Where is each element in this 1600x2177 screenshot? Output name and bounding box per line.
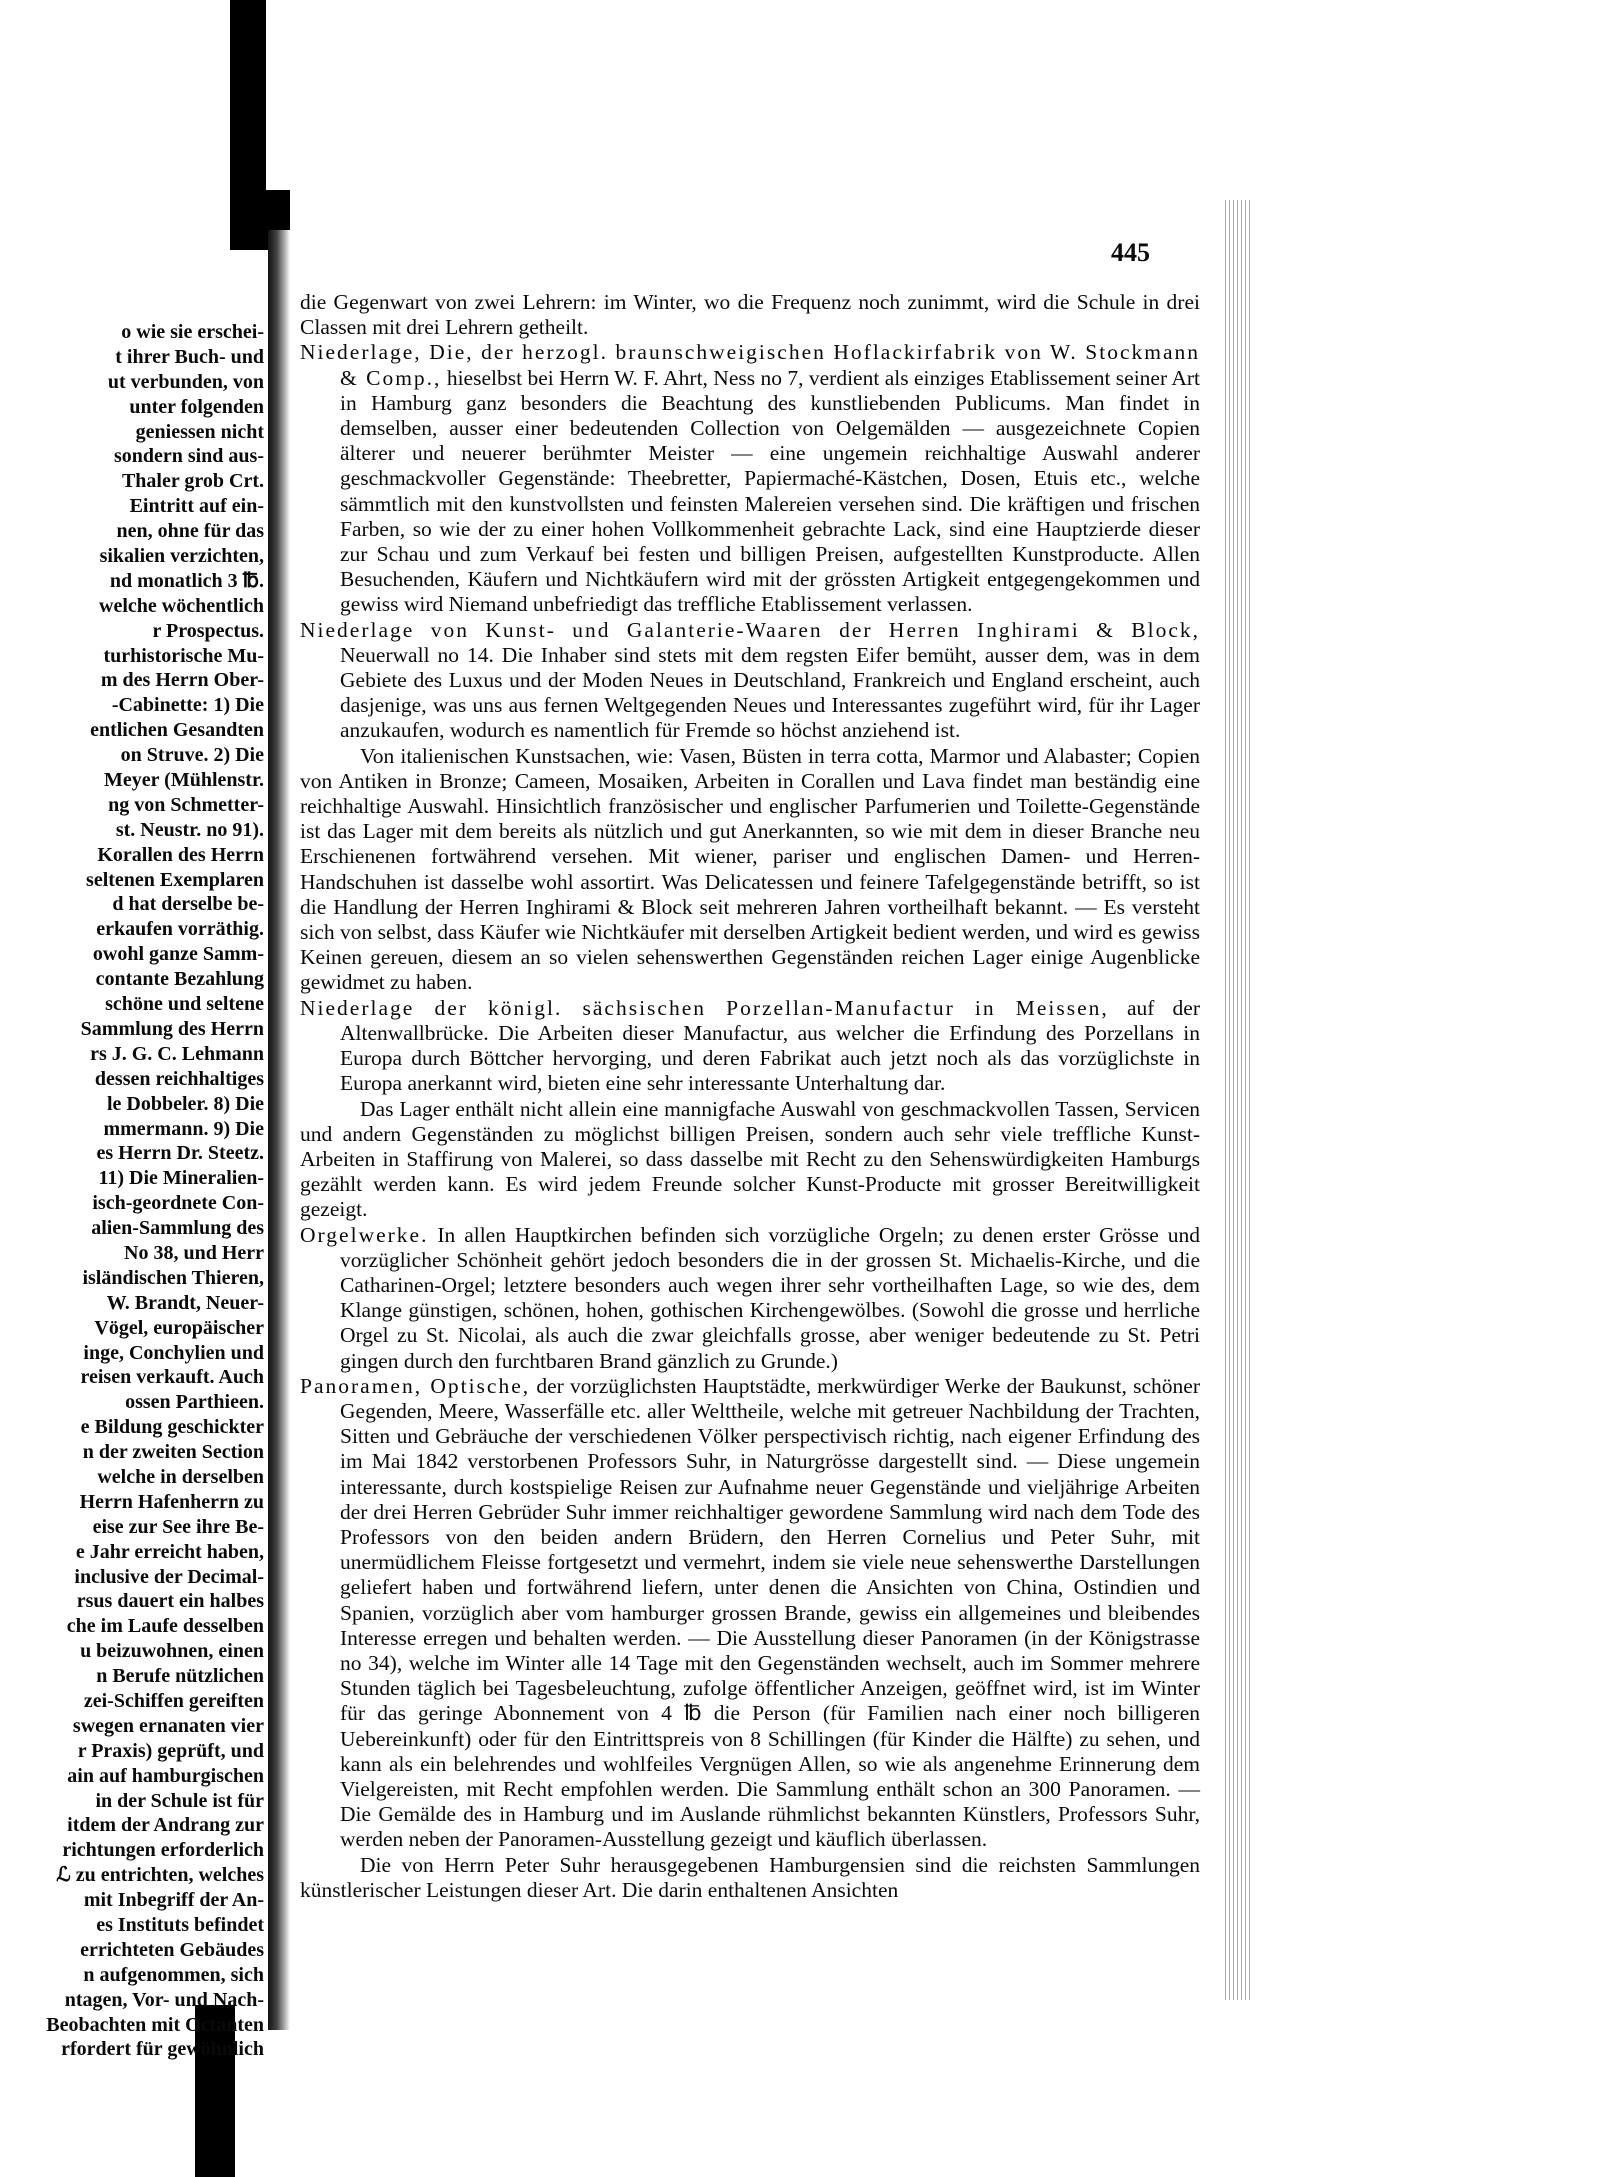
left-text-line: unter folgenden <box>129 395 264 418</box>
directory-entry <box>300 340 1200 617</box>
left-text-line: Herrn Hafenherrn zu <box>79 1490 264 1513</box>
left-text-line: in der Schule ist für <box>95 1789 264 1812</box>
left-text-line: ut verbunden, von <box>107 370 264 393</box>
body-paragraph: Die von Herrn Peter Suhr herausgegebenen Hamburgensien sind die reichsten Sammlungen künstlerischer Leistungen dieser Art. Die darin enthaltenen Ansichten <box>300 1852 1200 1902</box>
left-text-line: Beobachten mit Octanten <box>46 2013 264 2036</box>
left-text-line: isländischen Thieren, <box>82 1266 264 1289</box>
entry-text: auf der Altenwallbrücke. Die Arbeiten dieser Manufactur, aus welcher die Erfindung des Porzellans in Europa durch Böttcher hervorging, und deren Fabrikat auch jetzt noch als das vorzüglichste in Europa anerkannt wird, bieten eine sehr interessante Unterhaltung dar. <box>340 995 1200 1096</box>
entry-text: In allen Hauptkirchen befinden sich vorzügliche Orgeln; zu denen erster Grösse und vorzüglicher Schönheit gehört jedoch besonders die in der grossen St. Michaelis-Kirche, und die Catharinen-Orgel; letztere besonders auch wegen ihrer sehr vortheilhaften Lage, so wie des, dem Klange günstigen, schönen, hohen, gothischen Kirchengewölbes. (Sowohl die grosse und herrliche Orgel zu St. Nicolai, als auch die zwar gleichfalls grosse, aber weniger bedeutende zu St. Petri gingen durch den furchtbaren Brand gänzlich zu Grunde.) <box>340 1222 1200 1373</box>
directory-entry <box>300 1374 1200 1853</box>
left-text-line: le Dobbeler. 8) Die <box>106 1092 264 1115</box>
left-text-line: seltenen Exemplaren <box>86 868 264 891</box>
left-text-line: contante Bezahlung <box>95 968 264 991</box>
left-text-line: mit Inbegriff der An- <box>83 1889 264 1912</box>
left-text-line: e Jahr erreicht haben, <box>75 1540 264 1563</box>
left-text-line: n Berufe nützlichen <box>96 1665 264 1688</box>
left-text-line: rsus dauert ein halbes <box>76 1590 264 1613</box>
left-text-line: turhistorische Mu- <box>103 644 264 667</box>
left-text-line: ng von Schmetter- <box>108 793 264 816</box>
entry-text: Neuerwall no 14. Die Inhaber sind stets mit dem regsten Eifer bemüht, ausser dem, was in dem Gebiete des Luxus und der Moden Neues in Deutschland, Frankreich und England erscheint, auch dasjenige, was uns aus fernen Weltgegenden Neues und Interessantes zugeführt wird, für ihr Lager anzukaufen, wodurch es namentlich für Fremde so höchst anziehend ist. <box>340 642 1200 743</box>
left-text-line: ossen Parthieen. <box>125 1391 264 1414</box>
left-text-line: Sammlung des Herrn <box>80 1017 264 1040</box>
background-white <box>266 0 1600 190</box>
left-text-line: ain auf hamburgischen <box>67 1764 264 1787</box>
left-text-line: swegen ernanaten vier <box>72 1714 264 1737</box>
left-text-line: rs J. G. C. Lehmann <box>90 1042 264 1065</box>
left-text-line: reisen verkauft. Auch <box>80 1366 264 1389</box>
body-paragraph: Von italienischen Kunstsachen, wie: Vasen, Büsten in terra cotta, Marmor und Alabaster; Copien von Antiken in Bronze; Cameen, Mosaiken, Arbeiten in Corallen und Lava findet man beständig eine reichhaltige Auswahl. Hinsichtlich französischer und englischer Parfumerien und Toilette-Gegenstände ist das Lager mit dem bereits als nützlich und gut Anerkannten, so wie mit dem in dieser Branche neu Erschienenen fortwährend versehen. Mit wiener, pariser und englischen Damen- und Herren-Handschuhen ist dasselbe wohl assortirt. Was Delicatessen und feinere Tafelgegenstände betrifft, so ist die Handlung der Herren Inghirami & Block seit mehreren Jahren vortheilhaft bekannt. — Es versteht sich von selbst, dass Käufer wie Nichtkäufer mit derselben Artigkeit bedient werden, und wird es gewiss Keinen gereuen, diesem an so vielen sehenswerthen Gegenständen reichen Lager einige Augenblicke gewidmet zu haben. <box>300 743 1200 995</box>
left-text-line: che im Laufe desselben <box>66 1615 264 1638</box>
entry-keyword: Niederlage, Die, der herzogl. braunschweigischen Hoflackirfabrik von W. Stockmann & Comp., <box>300 340 1200 390</box>
left-text-line: Meyer (Mühlenstr. <box>104 769 264 792</box>
book-gutter <box>268 230 290 2030</box>
entry-text: der vorzüglichsten Hauptstädte, merkwürdiger Werke der Baukunst, schöner Gegenden, Meere, Wasserfälle etc. aller Welttheile, welche mit getreuer Nachbildung der Trachten, Sitten und Gebräuche der verschiedenen Völker perspectivisch richtig, nach eigener Erfindung des im Mai 1842 verstorbenen Professors Suhr, in Naturgrösse dargestellt sind. — Diese ungemein interessante, durch kostspielige Reisen zur Aufnahme neuer Gegenstände und vieljährige Arbeiten der drei Herren Gebrüder Suhr immer reichhaltiger gewordene Sammlung wird nach dem Tode des Professors von den beiden andern Brüdern, den Herren Cornelius und Peter Suhr, mit unermüdlichem Fleisse fortgesetzt und vermehrt, indem sie viele neue sehenswerthe Darstellungen geliefert haben und fortwährend liefern, unter denen die Ansichten von China, Ostindien und Spanien, vorzüglich aber vom hamburger grossen Brande, gewiss ein allgemeines und bleibendes Interesse erregen und behalten werden. — Die Ausstellung dieser Panoramen (in der Königstrasse no 34), welche im Winter alle 14 Tage mit den Gegenständen wechselt, auch im Sommer mehrere Stunden täglich bei Tagesbeleuchtung, zufolge öffentlicher Anzeigen, geöffnet wird, ist im Winter für das geringe Abonnement von 4 ℔ die Person (für Familien nach einer noch billigeren Uebereinkunft) oder für den Eintrittspreis von 8 Schillingen (für Kinder die Hälfte) zu sehen, und kann als ein belehrendes und wohlfeiles Vergnügen Allen, so wie als angenehme Erinnerung dem Vielgereisten, mit Recht empfohlen werden. Die Sammlung enthält schon an 300 Panoramen. — Die Gemälde des in Hamburg und im Auslande rühmlichst bekannten Künstlers, Professors Suhr, werden neben der Panoramen-Ausstellung gezeigt und käuflich überlassen. <box>340 1373 1200 1852</box>
left-text-line: ntagen, Vor- und Nach- <box>64 1988 264 2011</box>
left-text-line: erkaufen vorräthig. <box>96 918 264 941</box>
page-edges <box>1222 200 1252 2000</box>
left-text-line: No 38, und Herr <box>124 1241 264 1264</box>
left-text-line: e Bildung geschickter <box>80 1416 264 1439</box>
body-paragraph: Das Lager enthält nicht allein eine mannigfache Auswahl von geschmackvollen Tassen, Servicen und andern Gegenständen zu möglichst billigen Preisen, sondern auch sehr viele treffliche Kunst-Arbeiten in Staffirung von Malerei, so dass dasselbe mit Recht zu den Sehenswürdigkeiten Hamburgs gezählt werden kann. Es wird jedem Freunde solcher Kunst-Producte mit grosser Bereitwilligkeit gezeigt. <box>300 1096 1200 1222</box>
right-page-text <box>290 290 1200 1903</box>
entry-keyword: Niederlage der königl. sächsischen Porzellan-Manufactur in Meissen, <box>300 995 1109 1020</box>
left-text-line: r Praxis) geprüft, und <box>77 1739 264 1762</box>
directory-entry <box>300 1223 1200 1374</box>
left-text-line: t ihrer Buch- und <box>115 345 264 368</box>
left-text-line: sondern sind aus- <box>113 445 264 468</box>
left-text-line: dessen reichhaltiges <box>94 1067 264 1090</box>
entry-keyword: Panoramen, Optische, <box>300 1373 531 1398</box>
left-text-line: inclusive der Decimal- <box>74 1565 264 1588</box>
left-text-line: inge, Conchylien und <box>83 1341 264 1364</box>
page-number: 445 <box>1111 238 1150 267</box>
background-white <box>235 2005 1600 2177</box>
left-text-line: owohl ganze Samm- <box>92 943 264 966</box>
left-text-line: nd monatlich 3 ℔. <box>109 569 264 592</box>
left-text-line: alien-Sammlung des <box>91 1217 264 1240</box>
left-text-line: Thaler grob Crt. <box>121 470 264 493</box>
left-text-line: m des Herrn Ober- <box>100 669 264 692</box>
directory-entry <box>300 618 1200 744</box>
left-page <box>0 250 270 2061</box>
left-text-line: eise zur See ihre Be- <box>92 1515 264 1538</box>
left-text-line: Vögel, europäischer <box>94 1316 264 1339</box>
directory-entry <box>300 996 1200 1097</box>
left-text-line: on Struve. 2) Die <box>120 744 264 767</box>
left-text-line: zei-Schiffen gereiften <box>83 1689 264 1712</box>
entry-keyword: Orgelwerke. <box>300 1222 429 1247</box>
left-text-line: r Prospectus. <box>152 619 264 642</box>
left-text-line: entlichen Gesandten <box>90 719 264 742</box>
entry-keyword: Niederlage von Kunst- und Galanterie-Waaren der Herren Inghirami & Block, <box>300 617 1200 642</box>
left-text-line: u beizuwohnen, einen <box>80 1640 264 1663</box>
right-page <box>290 190 1255 2010</box>
left-page-text <box>0 320 264 2062</box>
left-text-line: st. Neustr. no 91). <box>115 818 264 841</box>
left-text-line: geniessen nicht <box>135 420 264 443</box>
background-white <box>0 0 230 250</box>
left-text-line: isch-geordnete Con- <box>92 1192 264 1215</box>
left-text-line: -Cabinette: 1) Die <box>111 694 264 717</box>
scan-strip-top <box>230 0 266 250</box>
left-text-line: o wie sie erschei- <box>121 321 264 343</box>
left-text-line: n aufgenommen, sich <box>83 1963 264 1986</box>
left-text-line: rfordert für gewöhnlich <box>61 2038 264 2061</box>
left-text-line: es Instituts befindet <box>96 1914 264 1936</box>
entry-text: hieselbst bei Herrn W. F. Ahrt, Ness no 7, verdient als einziges Etablissement seiner Art in Hamburg ganz besonders die Beachtung des kunstliebenden Publicums. Man findet in demselben, ausser einer bedeutenden Collection von Oelgemälden — ausgezeichnete Copien älterer und neuerer berühmter Meister — eine ungemein reichhaltige Auswahl anderer geschmackvoller Gegenstände: Theebretter, Papiermaché-Kästchen, Dosen, Etuis etc., welche sämmtlich mit den kunstvollsten und feinsten Malereien versehen sind. Die kräftigen und frischen Farben, so wie der zu einer hohen Vollkommenheit gebrachte Lack, sind eine Hauptzierde dieser zur Schau und zum Verkauf bei festen und billigen Preisen, aufgestellten Kunstproducte. Allen Besuchenden, Käufern und Nichtkäufern wird mit der grössten Artigkeit entgegengekommen und gewiss wird Niemand unbefriedigt das treffliche Etablissement verlassen. <box>340 365 1200 617</box>
left-text-line: n der zweiten Section <box>82 1441 264 1464</box>
left-text-line: 11) Die Mineralien- <box>98 1167 264 1190</box>
left-text-line: sikalien verzichten, <box>99 545 264 568</box>
left-text-line: Korallen des Herrn <box>97 843 264 866</box>
left-text-line: es Herrn Dr. Steetz. <box>96 1142 264 1165</box>
left-text-line: schöne und seltene <box>105 993 264 1016</box>
left-text-line: welche in derselben <box>97 1465 264 1488</box>
continued-paragraph: die Gegenwart von zwei Lehrern: im Winter, wo die Frequenz noch zunimmt, wird die Schule in drei Classen mit drei Lehrern getheilt. <box>300 290 1200 340</box>
left-text-line: d hat derselbe be- <box>112 893 264 916</box>
left-text-line: itdem der Andrang zur <box>67 1814 264 1837</box>
left-text-line: Eintritt auf ein- <box>129 495 264 518</box>
left-text-line: ℒ zu entrichten, welches <box>56 1864 264 1887</box>
left-text-line: errichteten Gebäudes <box>80 1938 264 1961</box>
left-text-line: welche wöchentlich <box>99 594 264 617</box>
left-text-line: nen, ohne für das <box>116 520 264 543</box>
background-white <box>1255 190 1600 2177</box>
left-text-line: richtungen erforderlich <box>62 1839 264 1862</box>
left-text-line: mmermann. 9) Die <box>103 1117 264 1140</box>
left-text-line: W. Brandt, Neuer- <box>106 1291 264 1314</box>
